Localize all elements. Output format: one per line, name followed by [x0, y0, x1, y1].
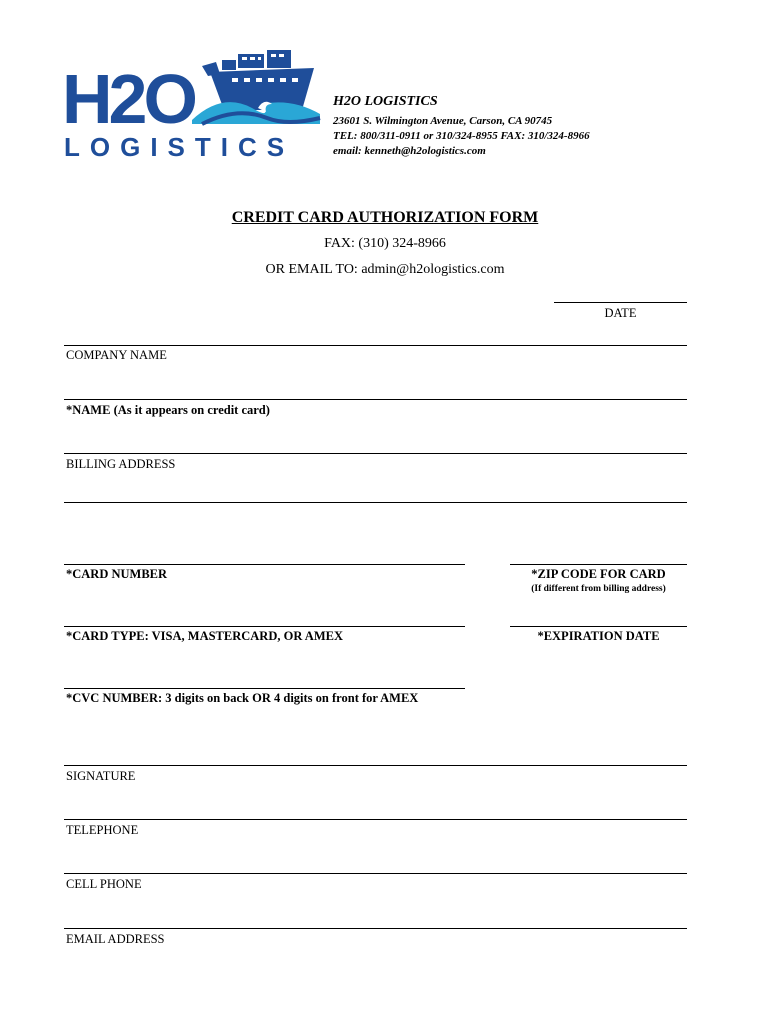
- company-telephone-fax: TEL: 800/311-0911 or 310/324-8955 FAX: 310/324-8966: [333, 130, 590, 142]
- zip-code-label: *ZIP CODE FOR CARD: [531, 567, 666, 581]
- cardholder-name-label: *NAME (As it appears on credit card): [66, 403, 270, 417]
- card-number-field-line[interactable]: [64, 564, 465, 565]
- cvc-label: *CVC NUMBER: 3 digits on back OR 4 digits on front for AMEX: [66, 691, 419, 705]
- email-address-field-line[interactable]: [64, 928, 687, 929]
- cell-phone-field-line[interactable]: [64, 873, 687, 874]
- billing-address-second-line[interactable]: [64, 502, 687, 503]
- company-name-label: COMPANY NAME: [66, 348, 167, 362]
- email-address-label: EMAIL ADDRESS: [66, 932, 165, 946]
- card-type-field-line[interactable]: [64, 626, 465, 627]
- company-email: email: kenneth@h2ologistics.com: [333, 145, 486, 157]
- expiration-date-field-line[interactable]: [510, 626, 687, 627]
- zip-code-note: (If different from billing address): [531, 584, 666, 594]
- billing-address-field-line[interactable]: [64, 453, 687, 454]
- zip-code-field-line[interactable]: [510, 564, 687, 565]
- form-title: CREDIT CARD AUTHORIZATION FORM: [231, 209, 539, 226]
- telephone-field-line[interactable]: [64, 819, 687, 820]
- cell-phone-label: CELL PHONE: [66, 877, 142, 891]
- telephone-label: TELEPHONE: [66, 823, 139, 837]
- card-type-label: *CARD TYPE: VISA, MASTERCARD, OR AMEX: [66, 629, 343, 643]
- cardholder-name-field-line[interactable]: [64, 399, 687, 400]
- card-number-label: *CARD NUMBER: [66, 567, 168, 581]
- company-name-field-line[interactable]: [64, 345, 687, 346]
- fax-instruction: FAX: (310) 324-8966: [324, 236, 446, 251]
- company-name: H2O LOGISTICS: [333, 94, 438, 109]
- cvc-field-line[interactable]: [64, 688, 465, 689]
- logo-h2o-text: H2O: [62, 60, 194, 138]
- signature-label: SIGNATURE: [66, 769, 136, 783]
- h2o-logistics-logo: [62, 48, 324, 160]
- billing-address-label: BILLING ADDRESS: [66, 457, 176, 471]
- date-field-line[interactable]: [554, 302, 687, 303]
- logo-logistics-text: LOGISTICS: [64, 132, 295, 160]
- company-address: 23601 S. Wilmington Avenue, Carson, CA 90745: [333, 115, 553, 127]
- expiration-date-label: *EXPIRATION DATE: [537, 629, 660, 643]
- signature-field-line[interactable]: [64, 765, 687, 766]
- email-instruction: OR EMAIL TO: admin@h2ologistics.com: [265, 262, 505, 277]
- date-label: DATE: [604, 306, 637, 320]
